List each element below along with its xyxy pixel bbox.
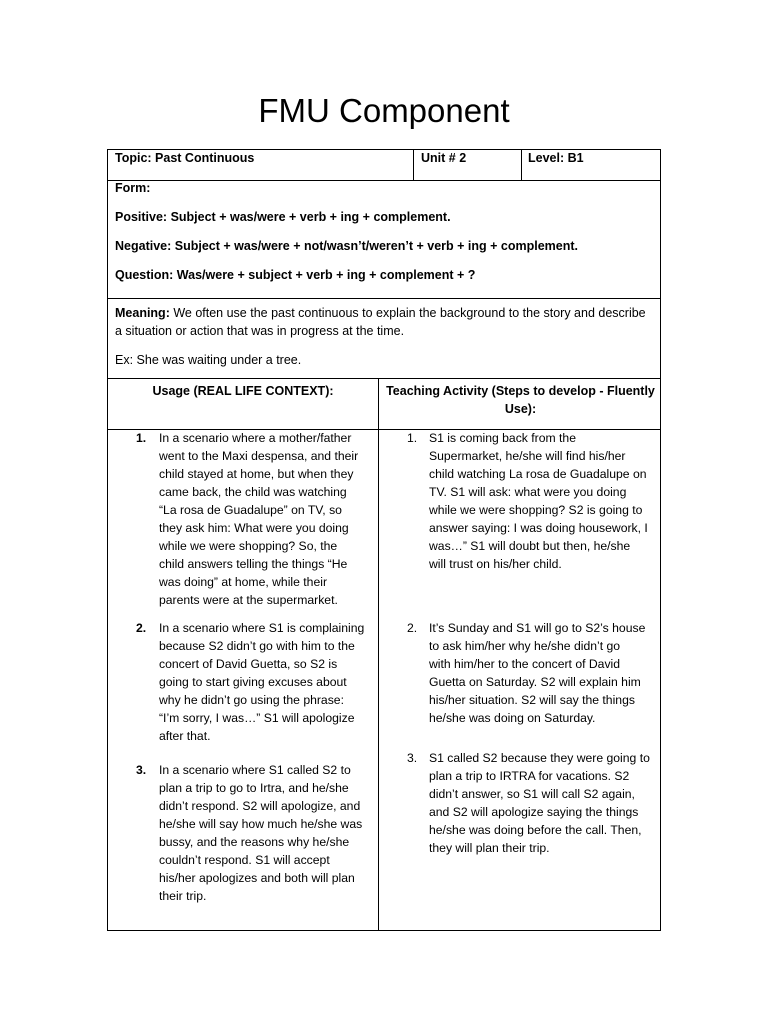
list-item-line: his/her apologizes and both will plan [159,871,355,885]
list-item-line: while we were shopping? S2 is going to [429,503,643,517]
list-item-line: he/she was doing before the call. Then, [429,823,642,837]
list-item-number: 1. [136,431,147,445]
list-item-line: came back, the child was watching [159,485,347,499]
list-item-line: while we were shopping? So, the [159,539,338,553]
list-item-line: S1 called S2 because they were going to [429,751,650,765]
col-divider-usage-activity [378,378,379,930]
list-item-line: bussy, and the reasons why he/she [159,835,350,849]
list-item-line: Guetta on Saturday. S2 will explain him [429,675,641,689]
list-item-line: and S2 will apologize saying the things [429,805,639,819]
meaning-label: Meaning: [115,306,170,320]
list-item-number: 1. [407,431,418,445]
list-item-line: he/she was doing on Saturday. [429,711,596,725]
activity-header-line-1: Teaching Activity (Steps to develop - Fluently [386,384,655,398]
list-item-number: 3. [407,751,418,765]
row-divider-form [108,298,660,299]
list-item-line: child stayed at home, but when they [159,467,354,481]
list-item-line: didn’t respond. S2 will apologize, and [159,799,361,813]
list-item-number: 3. [136,763,147,777]
list-item-line: In a scenario where S1 called S2 to [159,763,351,777]
list-item-line: he/she will say how much he/she was [159,817,363,831]
unit-cell: Unit # 2 [421,151,467,165]
lesson-table [107,149,661,931]
list-item-line: to ask him/her why he/she didn’t go [429,639,621,653]
list-item-line: didn’t answer, so S1 will call S2 again, [429,787,635,801]
list-item-line: child answers telling the things “He [159,557,348,571]
level-cell: Level: B1 [528,151,584,165]
form-negative: Negative: Subject + was/were + not/wasn’t/weren’t + verb + ing + complement. [115,239,578,253]
list-item-line: went to the Maxi despensa, and their [159,449,359,463]
list-item-line: parents were at the supermarket. [159,593,338,607]
document-title: FMU Component [258,92,510,129]
list-item-line: with him/her to the concert of David [429,657,621,671]
list-item-line: TV. S1 will ask: what were you doing [429,485,627,499]
form-question: Question: Was/were + subject + verb + ing + complement + ? [115,268,476,282]
list-item-line: It’s Sunday and S1 will go to S2’s house [429,621,646,635]
meaning-line-1 [115,304,646,322]
list-item-line: they ask him: What were you doing [159,521,349,535]
list-item-line: they will plan their trip. [429,841,550,855]
topic-cell: Topic: Past Continuous [115,151,255,165]
list-item-line: Supermarket, he/she will find his/her [429,449,626,463]
form-label: Form: [115,181,151,195]
list-item-line: will trust on his/her child. [429,557,562,571]
activity-header-line-2: Use): [504,402,537,416]
list-item-line: was…” S1 will doubt but then, he/she [429,539,631,553]
list-item-number: 2. [407,621,418,635]
row-divider-header [108,180,660,181]
list-item-line: was doing” at home, while their [159,575,328,589]
usage-header: Usage (REAL LIFE CONTEXT): [152,384,334,398]
list-item-line: his/her situation. S2 will say the things [429,693,635,707]
list-item-line: after that. [159,729,211,743]
list-item-line: In a scenario where S1 is complaining [159,621,365,635]
list-item-line: concert of David Guetta, so S2 is [159,657,338,671]
list-item-line: plan a trip to go to Irtra, and he/she [159,781,349,795]
list-item-line: because S2 didn’t go with him to the [159,639,355,653]
list-item-line: plan a trip to IRTRA for vacations. S2 [429,769,630,783]
col-divider-level [521,150,522,180]
form-positive: Positive: Subject + was/were + verb + ing + complement. [115,210,451,224]
list-item-line: their trip. [159,889,207,903]
meaning-example: Ex: She was waiting under a tree. [115,353,302,367]
list-item-line: going to start giving excuses about [159,675,347,689]
meaning-text: We often use the past continuous to explain the background to the story and describe [169,306,646,320]
list-item-line: S1 is coming back from the [429,431,576,445]
row-divider-meaning [108,378,660,379]
list-item-line: child watching La rosa de Guadalupe on [429,467,647,481]
meaning-line-2: a situation or action that was in progress at the time. [115,324,405,338]
list-item-line: “La rosa de Guadalupe” on TV, so [159,503,342,517]
list-item-line: why he didn’t go using the phrase: [159,693,344,707]
col-divider-unit [413,150,414,180]
list-item-line: In a scenario where a mother/father [159,431,352,445]
list-item-line: “I’m sorry, I was…” S1 will apologize [159,711,355,725]
list-item-number: 2. [136,621,147,635]
list-item-line: answer saying: I was doing housework, I [429,521,648,535]
list-item-line: couldn’t respond. S1 will accept [159,853,330,867]
